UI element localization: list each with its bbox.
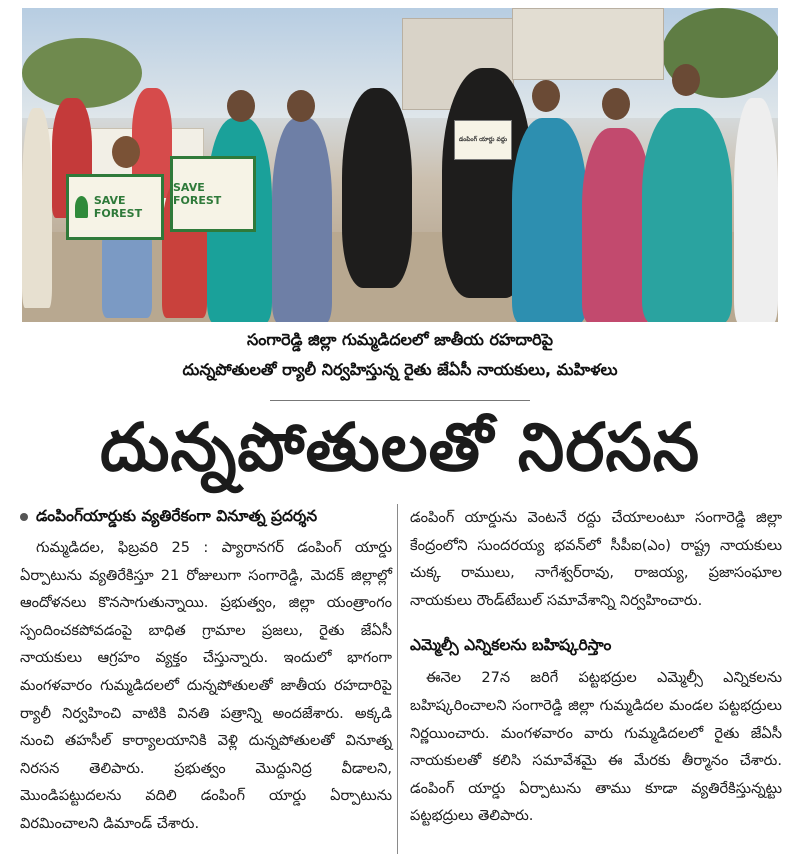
photo-head: [532, 80, 560, 112]
photo-caption-line2: దున్నపోతులతో ర్యాలీ నిర్వహిస్తున్న రైతు జేఏసీ నాయకులు, మహిళలు: [182, 360, 618, 379]
column-divider: [397, 504, 398, 854]
article-column-left: [20, 504, 392, 838]
photo-placard: [170, 156, 256, 232]
photo-person: [22, 108, 52, 308]
photo-person: [512, 118, 587, 322]
photo-head: [602, 88, 630, 120]
article-subhead-secondary: ఎమ్మెల్సీ ఎన్నికలను బహిష్కరిస్తాం: [410, 636, 612, 655]
photo-tree: [22, 38, 142, 108]
photo-head: [672, 64, 700, 96]
article-body: గుమ్మడిదల, ఫిబ్రవరి 25 : ప్యారానగర్ డంపింగ్ యార్డు ఏర్పాటును వ్యతిరేకిస్తూ 21 రోజులుగా సంగారెడ్డి, మెదక్ జిల్లాల్లో ఆందోళనలు కొనసాగుతున్నాయి. ప్రభుత్వం, జిల్లా యంత్రాంగం స్పందించకపోవడంపై బాధిత గ్రామాల ప్రజలు, రైతు జేఏసీ నాయకులు ఆగ్రహం వ్యక్తం చేస్తున్నారు. ఇందులో భాగంగా మంగళవారం గుమ్మడిదలలో దున్నపోతులతో జాతీయ రహదారిపై ర్యాలీ నిర్వహించి వాటికి వినతి పత్రాన్ని అందజేశారు. అక్కడి నుంచి తహసీల్ కార్యాలయానికి వెళ్లి దున్నపోతులతో వినూత్న నిరసన తెలిపారు. ప్రభుత్వం మొద్దునిద్ర వీడాలని, మొండిపట్టుదలను వదిలి డంపింగ్ యార్డు ఏర్పాటును విరమించాలని డిమాండ్ చేశారు.: [20, 539, 392, 832]
photo-head: [227, 90, 255, 122]
bullet-icon: [20, 513, 28, 521]
placard-text: SAVE FOREST: [93, 194, 143, 220]
photo-building: [512, 8, 664, 80]
placard-text: SAVE FOREST: [173, 181, 222, 207]
photo-placard: [66, 174, 164, 240]
photo-placard: [454, 120, 512, 160]
placard-text: డంపింగ్ యార్డు వద్దు: [458, 136, 508, 143]
article-body-secondary: ఈనెల 27న జరిగే పట్టభద్రుల ఎమ్మెల్సీ ఎన్నికలను బహిష్కరించాలని సంగారెడ్డి జిల్లా గుమ్మడిదల మండల పట్టభద్రులు నిర్ణయించారు. మంగళవారం వారు గుమ్మడిదలలో రైతు జేఏసీ నాయకులతో కలిసి సమావేశమై ఈ మేరకు తీర్మానం చేశారు. డంపింగ్ యార్డు ఏర్పాటును తాము కూడా వ్యతిరేకిస్తున్నట్టు పట్టభద్రులు తెలిపారు.: [410, 669, 782, 825]
article-column-right: [410, 504, 782, 830]
photo-person: [642, 108, 732, 322]
subhead-text: డంపింగ్‌యార్డుకు వ్యతిరేకంగా వినూత్న ప్రదర్శన: [36, 507, 318, 525]
news-photo: [22, 8, 778, 322]
photo-person: [272, 118, 332, 322]
article-subhead: [20, 504, 392, 528]
photo-person: [734, 98, 778, 322]
photo-caption-line1: సంగారెడ్డి జిల్లా గుమ్మడిదలలో జాతీయ రహదారిపై: [247, 330, 553, 349]
photo-head: [287, 90, 315, 122]
photo-head: [112, 136, 140, 168]
photo-buffalo: [342, 88, 412, 288]
placard-tree-icon: [75, 196, 88, 218]
caption-rule: [270, 400, 530, 401]
headline: దున్నపోతులతో నిరసన: [99, 409, 701, 486]
article-body-continued: డంపింగ్ యార్డును వెంటనే రద్దు చేయాలంటూ సంగారెడ్డి జిల్లా కేంద్రంలోని సుందరయ్య భవన్‌లో సీపీఐ(ఎం) రాష్ట్ర నాయకులు చుక్క రాములు, నాగేశ్వర్‌రావు, రాజయ్య, ప్రజాసంఘాల నాయకులు రౌండ్‌టేబుల్ సమావేశాన్ని నిర్వహించారు.: [410, 509, 782, 609]
